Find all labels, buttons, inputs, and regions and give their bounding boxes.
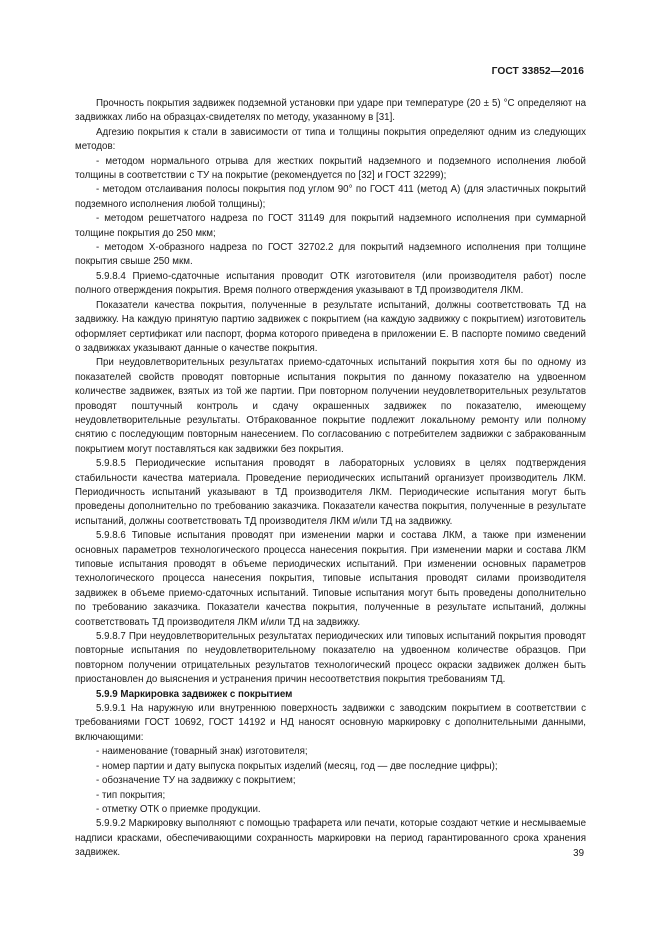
paragraph: Адгезию покрытия к стали в зависимости от типа и толщины покрытия определяют одним из следующих методов: [75, 126, 586, 153]
paragraph: 5.9.9.1 На наружную или внутреннюю поверхность задвижки с заводским покрытием в соответствии с требованиями ГОСТ 10692, ГОСТ 14192 и НД наносят основную маркировку с дополнительными данными, включающими: [75, 703, 586, 743]
list-item: - номер партии и дату выпуска покрытых изделий (месяц, год — две последние цифры); [96, 760, 498, 772]
paragraph: 5.9.8.7 При неудовлетворительных результатах периодических или типовых испытаний покрытия проводят повторные испытания по неудовлетворительному показателю на удвоенном количестве образцов. При повторном получении отрицательных результатов технологический процесс окраски задвижек должен быть приостановлен до выяснения и устранения причин несоответствия покрытия требованиям ТД. [75, 631, 586, 686]
paragraph: 5.9.8.4 Приемо-сдаточные испытания проводит ОТК изготовителя (или производителя работ) после полного отверждения покрытия. Время полного отверждения указывают в ТД производителя ЛКМ. [75, 270, 586, 297]
document-body [75, 97, 586, 861]
list-item: - методом решетчатого надреза по ГОСТ 31149 для покрытий надземного исполнения при суммарной толщине покрытия до 250 мкм; [75, 213, 586, 239]
list-item: - методом отслаивания полосы покрытия под углом 90° по ГОСТ 411 (метод А) (для эластичных покрытий подземного исполнения любой толщины); [75, 184, 586, 210]
paragraph: При неудовлетворительных результатах приемо-сдаточных испытаний покрытия хотя бы по одному из показателей свойств проводят повторные испытания покрытия по данному показателю на удвоенном количестве задвижек, взятых из той же партии. При повторном получении неудовлетворительных результатов проводят поштучный контроль и сдачу окрашенных задвижек по показателю, имеющему неудовлетворительные результаты. Отбракованное покрытие подлежит локальному ремонту или полному снятию с последующим повторным нанесением. По согласованию с потребителем задвижки с забракованным покрытием могут поставляться как задвижки без покрытия. [75, 357, 586, 455]
section-heading: 5.9.9 Маркировка задвижек с покрытием [96, 688, 293, 700]
paragraph: 5.9.9.2 Маркировку выполняют с помощью трафарета или печати, которые создают четкие и несмываемые надписи красками, обеспечивающими сохранность маркировки на период гарантированного срока хранения задвижек. [75, 818, 586, 859]
list-item: - методом X-образного надреза по ГОСТ 32702.2 для покрытий надземного исполнения при толщине покрытия свыше 250 мкм. [75, 242, 586, 268]
list-item: - отметку ОТК о приемке продукции. [96, 803, 261, 815]
paragraph: 5.9.8.5 Периодические испытания проводят в лабораторных условиях в целях подтверждения стабильности качества материала. Проведение периодических испытаний организует производитель ЛКМ. Периодичность испытаний указывают в ТД производителя ЛКМ. Периодические испытания могут быть проведены дополнительно по требованию заказчика. Показатели качества покрытия, полученные в результате испытаний, должны соответствовать ТД производителя ЛКМ и/или ТД на задвижку. [75, 458, 586, 527]
paragraph: 5.9.8.6 Типовые испытания проводят при изменении марки и состава ЛКМ, а также при изменении основных параметров технологического процесса нанесения покрытия. При изменении марки и состава ЛКМ типовые испытания проводят в объеме периодических испытаний. При изменении основных параметров технологического процесса нанесения покрытия, типовые испытания проводят силами производителя задвижек в объеме приемо-сдаточных испытаний. Типовые испытания могут быть проведены дополнительно по требованию заказчика. Показатели качества покрытия, полученные в результате испытаний, должны соответствовать ТД производителя ЛКМ и/или ТД на задвижку. [75, 530, 586, 628]
list-item: - методом нормального отрыва для жестких покрытий надземного и подземного исполнения любой толщины в соответствии с ТУ на покрытие (рекомендуется по [32] и ГОСТ 32299); [75, 155, 586, 182]
list-item: - тип покрытия; [96, 789, 166, 801]
paragraph: Прочность покрытия задвижек подземной установки при ударе при температуре (20 ± 5) °С определяют на задвижках либо на образцах-свидетелях по методу, указанному в [31]. [75, 98, 586, 124]
document-header: ГОСТ 33852—2016 [491, 66, 584, 77]
list-item: - наименование (товарный знак) изготовителя; [96, 746, 308, 758]
paragraph: Показатели качества покрытия, полученные в результате испытаний, должны соответствовать ТД на задвижку. На каждую принятую партию задвижек с покрытием (на каждую задвижку с покрытием) изготовитель оформляет сертификат или паспорт, форма которого приведена в приложении Е. В паспорте помимо сведений о задвижках указывают данные о качестве покрытия. [75, 299, 586, 354]
list-item: - обозначение ТУ на задвижку с покрытием; [96, 775, 296, 787]
page-number: 39 [573, 848, 584, 859]
